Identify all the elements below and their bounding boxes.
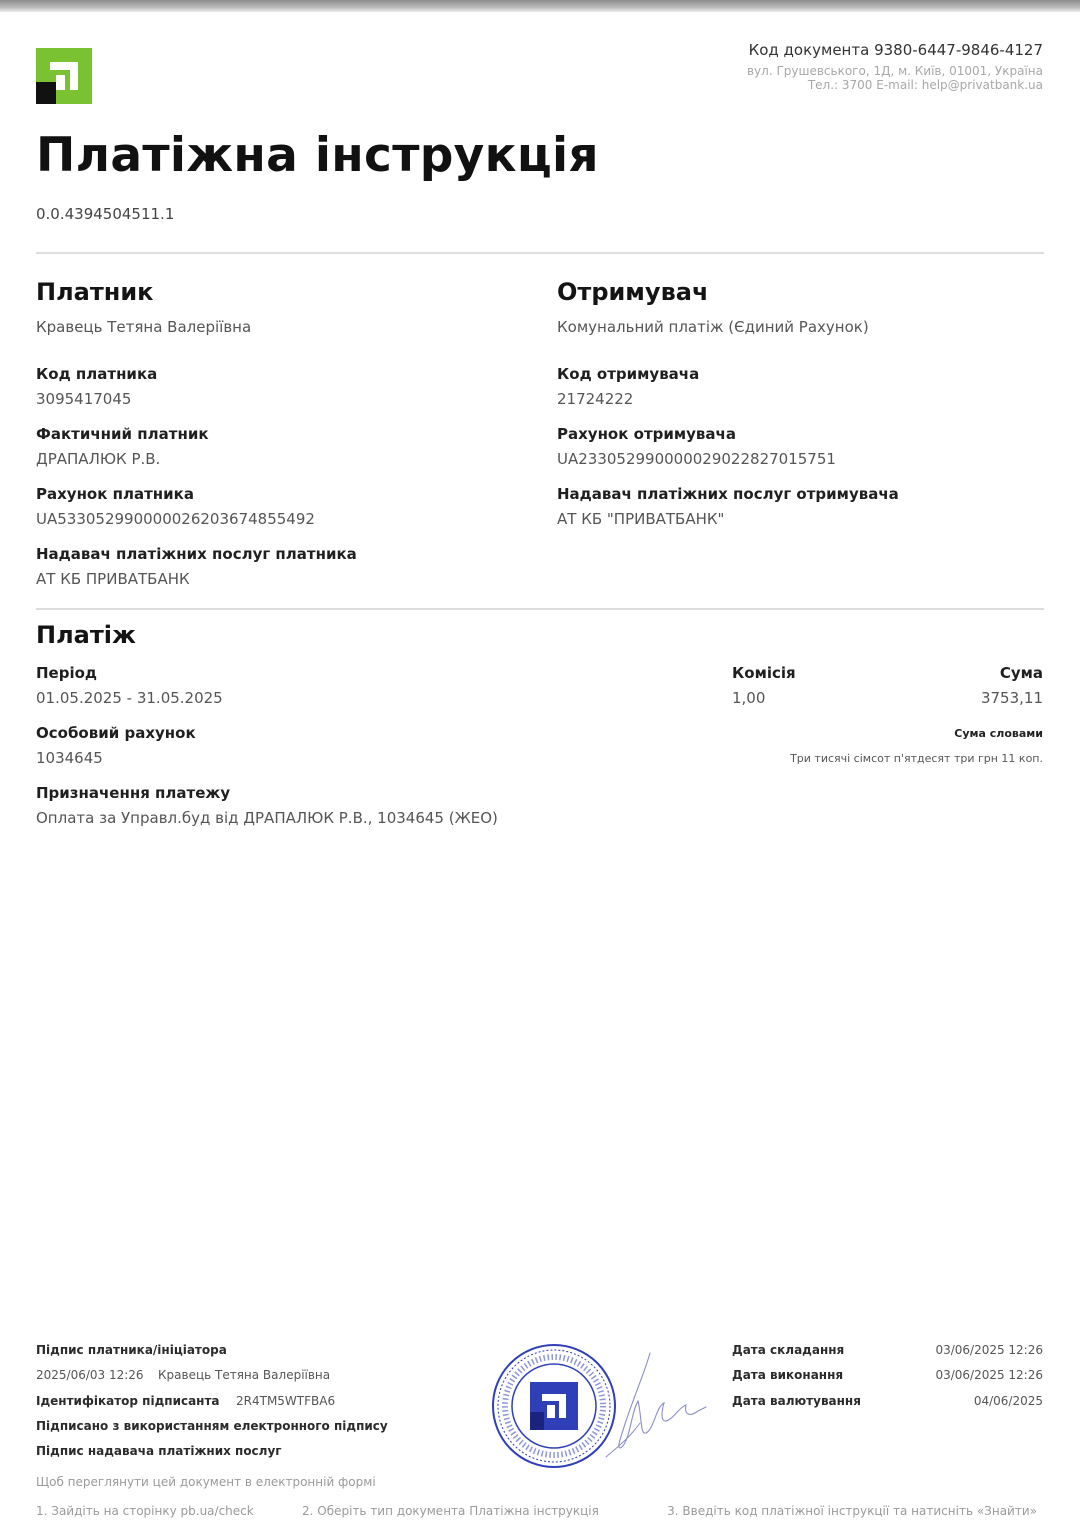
provider-signature-label: Підпис надавача платіжних послуг <box>36 1444 282 1458</box>
created-date: 03/06/2025 12:26 <box>935 1343 1043 1357</box>
sum-value: 3753,11 <box>980 689 1043 707</box>
executed-date-label: Дата виконання <box>732 1368 844 1382</box>
sum-words-label: Сума словами <box>954 727 1043 740</box>
check-step-2: 2. Оберіть тип документа Платіжна інструкція <box>302 1504 599 1518</box>
executed-date: 03/06/2025 12:26 <box>935 1368 1043 1382</box>
receiver-provider-label: Надавач платіжних послуг отримувача <box>557 485 899 503</box>
commission-value: 1,00 <box>732 689 766 707</box>
payer-provider-label: Надавач платіжних послуг платника <box>36 545 357 563</box>
receiver-heading: Отримувач <box>557 278 709 306</box>
sum-label: Сума <box>999 664 1043 682</box>
sum-words: Три тисячі сімсот п'ятдесят три грн 11 коп. <box>790 752 1043 765</box>
payer-provider: АТ КБ ПРИВАТБАНК <box>36 570 190 588</box>
view-hint: Щоб переглянути цей документ в електронній формі <box>36 1475 376 1489</box>
receiver-code-label: Код отримувача <box>557 365 700 383</box>
payer-code-label: Код платника <box>36 365 158 383</box>
handwritten-signature-icon <box>600 1345 710 1465</box>
divider <box>36 608 1044 610</box>
created-date-label: Дата складання <box>732 1343 845 1357</box>
esign-note: Підписано з використанням електронного підпису <box>36 1419 388 1433</box>
bank-address: вул. Грушевського, 1Д, м. Київ, 01001, Україна <box>746 64 1043 78</box>
personal-account: 1034645 <box>36 749 103 767</box>
purpose-label: Призначення платежу <box>36 784 231 802</box>
signer-name: Кравець Тетяна Валеріївна <box>158 1368 331 1382</box>
top-edge-shadow <box>0 0 1080 12</box>
payer-account-label: Рахунок платника <box>36 485 194 503</box>
document-code: Код документа 9380-6447-9846-4127 <box>748 41 1043 59</box>
actual-payer-label: Фактичний платник <box>36 425 209 443</box>
period-label: Період <box>36 664 98 682</box>
signer-id: 2R4TM5WTFBA6 <box>236 1394 336 1408</box>
payer-code: 3095417045 <box>36 390 132 408</box>
privatbank-logo-icon <box>36 48 92 104</box>
page-title: Платіжна інструкція <box>36 128 599 183</box>
payer-account: UA533052990000026203674855492 <box>36 510 315 528</box>
receiver-name: Комунальний платіж (Єдиний Рахунок) <box>557 318 869 336</box>
bank-stamp-icon <box>490 1342 618 1470</box>
signer-date: 2025/06/03 12:26 <box>36 1368 144 1382</box>
value-date: 04/06/2025 <box>973 1394 1043 1408</box>
commission-label: Комісія <box>732 664 796 682</box>
document-number: 0.0.4394504511.1 <box>36 205 175 223</box>
actual-payer: ДРАПАЛЮК Р.В. <box>36 450 161 468</box>
payer-name: Кравець Тетяна Валеріївна <box>36 318 252 336</box>
bank-contacts: Тел.: 3700 E-mail: help@privatbank.ua <box>807 78 1043 92</box>
period-value: 01.05.2025 - 31.05.2025 <box>36 689 223 707</box>
value-date-label: Дата валютування <box>732 1394 861 1408</box>
purpose-value: Оплата за Управл.буд від ДРАПАЛЮК Р.В., 1034645 (ЖЕО) <box>36 809 498 827</box>
personal-account-label: Особовий рахунок <box>36 724 196 742</box>
payer-heading: Платник <box>36 278 154 306</box>
check-step-3: 3. Введіть код платіжної інструкції та натисніть «Знайти» <box>667 1504 1037 1518</box>
payment-heading: Платіж <box>36 621 136 649</box>
receiver-provider: АТ КБ "ПРИВАТБАНК" <box>557 510 725 528</box>
check-step-1: 1. Зайдіть на сторінку pb.ua/check <box>36 1504 254 1518</box>
receiver-account: UA233052990000029022827015751 <box>557 450 836 468</box>
divider <box>36 252 1044 254</box>
receiver-account-label: Рахунок отримувача <box>557 425 736 443</box>
receiver-code: 21724222 <box>557 390 634 408</box>
signer-label: Підпис платника/ініціатора <box>36 1343 227 1357</box>
signer-id-label: Ідентифікатор підписанта <box>36 1394 220 1408</box>
